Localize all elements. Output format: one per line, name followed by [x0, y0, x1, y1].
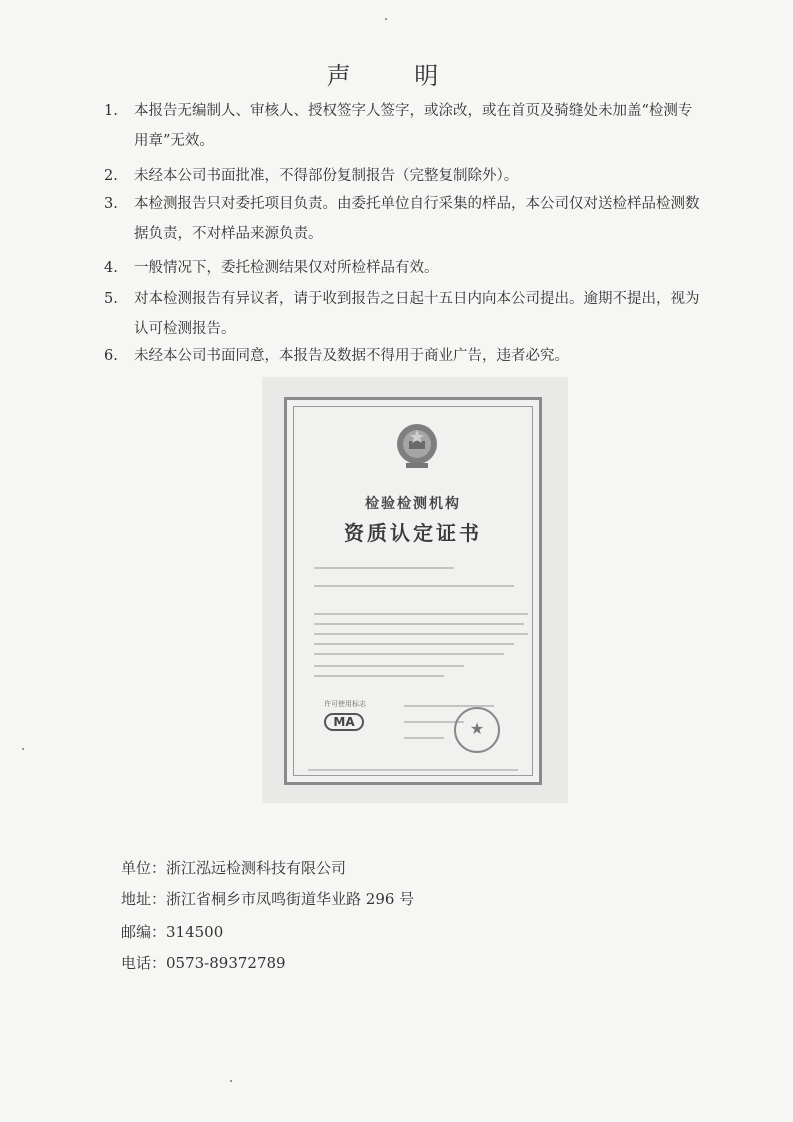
certificate-text-line	[314, 675, 444, 677]
declaration-text: 对本检测报告有异议者，请于收到报告之日起十五日内向本公司提出。逾期不提出，视为认可检测报告。	[134, 291, 700, 337]
certificate-text-line	[314, 567, 454, 569]
certificate-seal	[454, 707, 500, 753]
declaration-item-6	[104, 341, 704, 371]
certificate-border	[293, 406, 533, 776]
declaration-text: 未经本公司书面同意，本报告及数据不得用于商业广告，违者必究。	[134, 348, 569, 364]
certificate-text-line	[314, 623, 524, 625]
declaration-number: 1.	[104, 103, 118, 119]
certificate-frame	[284, 397, 542, 785]
scan-speck	[385, 18, 387, 20]
certificate-text-line	[314, 665, 464, 667]
seal-star-icon: ★	[469, 719, 485, 738]
declaration-item-3	[104, 189, 704, 249]
certificate-title-line1: 检验检测机构	[365, 496, 461, 512]
declaration-text: 未经本公司书面批准，不得部份复制报告（完整复制除外）。	[134, 168, 519, 184]
page-title: 声 明	[326, 62, 467, 90]
declaration-number: 2.	[104, 168, 118, 184]
declaration-number: 5.	[104, 291, 118, 307]
declaration-number: 4.	[104, 260, 118, 276]
certificate-title-line2: 资质认定证书	[344, 521, 482, 545]
declaration-item-1	[104, 96, 704, 156]
certificate-mark-label: 许可使用标志	[324, 700, 366, 708]
certificate-text-line	[314, 653, 504, 655]
company-phone: 电话：0573-89372789	[121, 954, 286, 972]
certificate-text-line	[314, 613, 528, 615]
company-postcode: 邮编：314500	[121, 923, 224, 941]
declaration-text: 一般情况下，委托检测结果仅对所检样品有效。	[134, 260, 439, 276]
certificate-text-line	[404, 737, 444, 739]
declaration-item-5	[104, 284, 704, 344]
certificate-text-line	[314, 643, 514, 645]
declaration-item-2	[104, 161, 704, 191]
scan-speck	[230, 1080, 232, 1082]
company-unit: 单位：浙江泓远检测科技有限公司	[121, 859, 347, 877]
certificate-text-line	[314, 585, 514, 587]
national-emblem-icon	[392, 421, 442, 471]
scan-speck	[22, 748, 24, 750]
declaration-number: 6.	[104, 348, 118, 364]
company-address: 地址：浙江省桐乡市凤鸣街道华业路 296 号	[121, 890, 415, 908]
ma-mark-logo: MA	[324, 713, 364, 731]
declaration-number: 3.	[104, 196, 118, 212]
declaration-item-4	[104, 253, 704, 283]
declaration-text: 本检测报告只对委托项目负责。由委托单位自行采集的样品，本公司仅对送检样品检测数据负责，不对样品来源负责。	[134, 196, 700, 242]
certificate-footer-line	[308, 769, 518, 771]
declaration-text: 本报告无编制人、审核人、授权签字人签字，或涂改，或在首页及骑缝处未加盖“检测专用章”无效。	[134, 103, 693, 149]
certificate-text-line	[314, 633, 528, 635]
certificate-image	[262, 377, 568, 803]
